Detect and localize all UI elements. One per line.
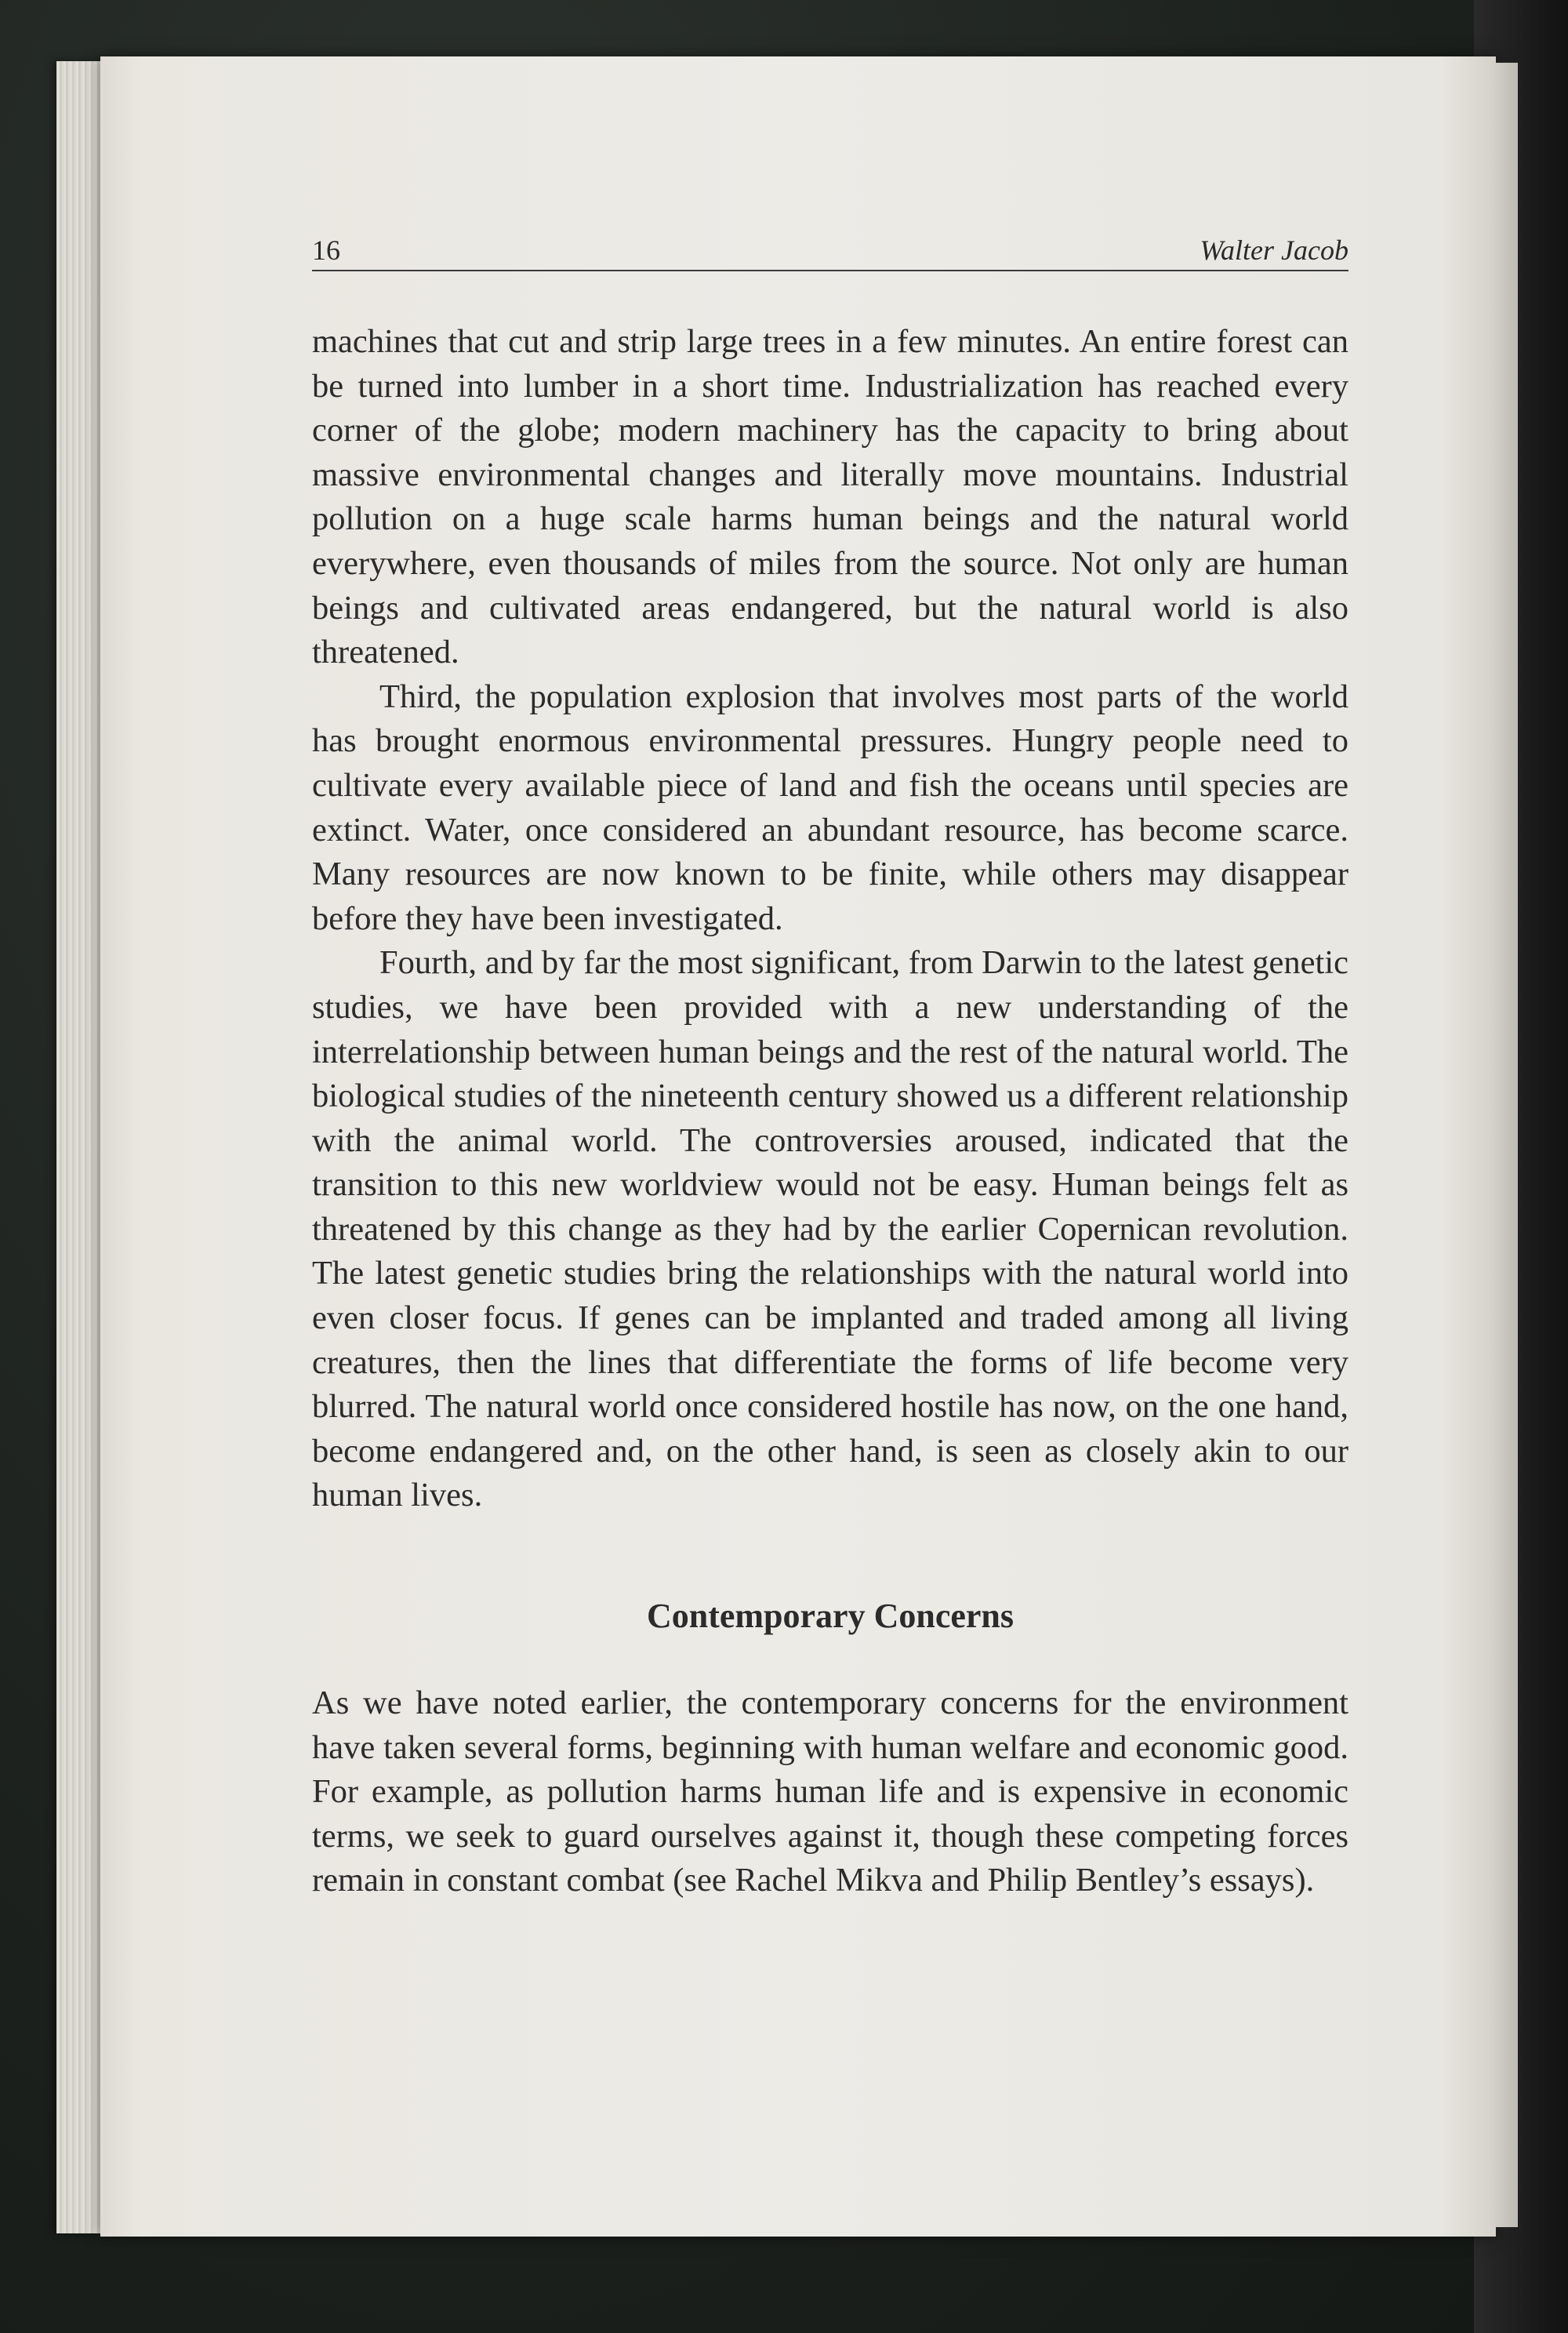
running-head: Walter Jacob bbox=[1200, 234, 1348, 266]
section-paragraph: As we have noted earlier, the contemporary concerns for the environment have taken several forms, beginning with human welfare and economic good. For example, as pollution harms human life and is expensive in economic terms, we seek to guard ourselves against it, though these competing forces remain in constant combat (see Rachel Mikva and Philip Bentley’s essays). bbox=[312, 1684, 1348, 1899]
section-heading: Contemporary Concerns bbox=[646, 1597, 1014, 1636]
body-text bbox=[312, 320, 1348, 1903]
paragraph-2: Third, the population explosion that involves most parts of the world has brought enormous environmental pressures. Hungry people need to cultivate every available piece of land and fish the oceans until species are extinct. Water, once considered an abundant resource, has become scarce. Many resources are now known to be finite, while others may disappear before they have been investigated. bbox=[312, 678, 1348, 937]
paragraph-3: Fourth, and by far the most significant, from Darwin to the latest genetic studies, we have been provided with a new understanding of the interrelationship between human beings and the rest of the natural world. The biological studies of the nineteenth century showed us a different relationship with the animal world. The controversies aroused, indicated that the transition to this new worldview would not be easy. Human beings felt as threatened by this change as they had by the earlier Copernican revolution. The latest genetic studies bring the relationships with the natural world into even closer focus. If genes can be implanted and traded among all living creatures, then the lines that differentiate the forms of life become very blurred. The natural world once considered hostile has now, on the one hand, become endangered and, on the other hand, is seen as closely akin to our human lives. bbox=[312, 944, 1348, 1514]
page-gutter-edge bbox=[1490, 63, 1518, 2227]
page-number: 16 bbox=[312, 234, 340, 266]
page-header bbox=[312, 229, 1348, 271]
paragraph-1: machines that cut and strip large trees in a few minutes. An entire forest can be turned into lumber in a short time. Industrialization has reached every corner of the globe; modern machinery has the capacity to bring about massive environmental changes and literally move mountains. Industrial pollution on a huge scale harms human beings and the natural world everywhere, even thousands of miles from the source. Not only are human beings and cultivated areas endangered, but the natural world is also threatened. bbox=[312, 323, 1348, 671]
page-stack-edge bbox=[56, 61, 103, 2233]
